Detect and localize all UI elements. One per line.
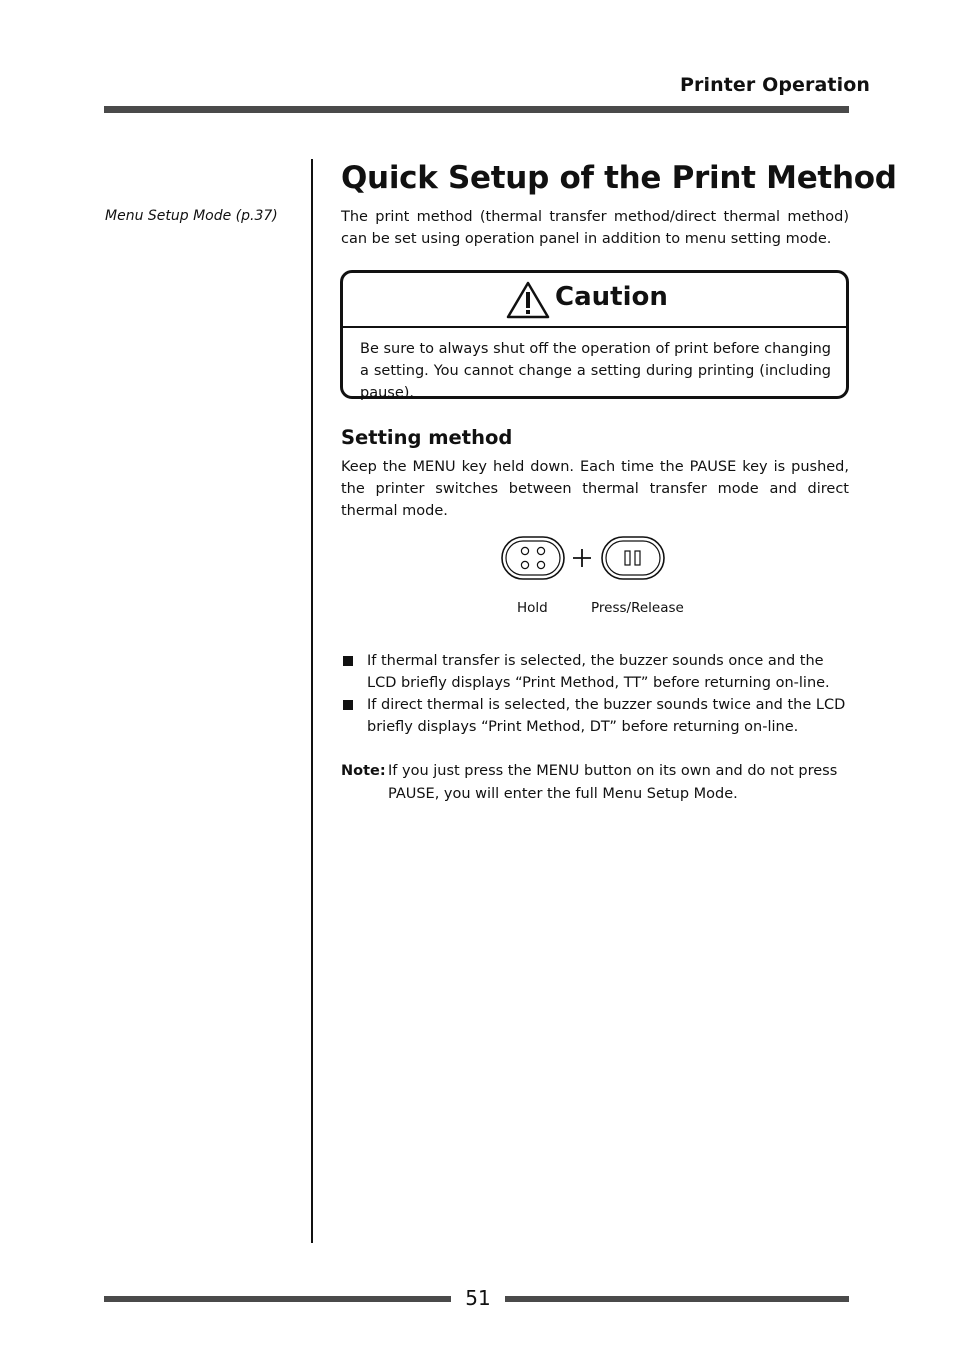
warning-triangle-icon: [506, 281, 550, 323]
list-item: [341, 650, 849, 694]
menu-key-icon: [502, 537, 564, 579]
bullet-square-icon: [343, 656, 353, 666]
column-divider: [311, 159, 313, 1243]
key-combination: [500, 534, 670, 588]
footer-rule-right: [505, 1296, 849, 1302]
caution-header: [343, 273, 846, 328]
caution-label: Caution: [555, 282, 668, 312]
note-label: Note:: [341, 763, 386, 779]
caution-text: Be sure to always shut off the operation of print before changing a setting. You cannot change a setting during printing (including pause).: [360, 341, 831, 401]
page-number: 51: [465, 1286, 491, 1310]
bullet-text: If direct thermal is selected, the buzzer sounds twice and the LCD briefly displays “Print Method, DT” before returning on-line.: [367, 697, 846, 735]
list-item: [341, 694, 849, 738]
press-release-caption: Press/Release: [591, 600, 684, 616]
page-title: Quick Setup of the Print Method: [341, 160, 897, 196]
plus-icon: [573, 549, 591, 567]
setting-method-heading: Setting method: [341, 426, 513, 449]
sidebar-reference: Menu Setup Mode (p.37): [105, 208, 278, 224]
header-rule: [104, 106, 849, 113]
bullet-list: [341, 650, 849, 738]
note-text: If you just press the MENU button on its own and do not press PAUSE, you will enter the full Menu Setup Mode.: [388, 763, 838, 802]
intro-paragraph: The print method (thermal transfer method/direct thermal method) can be set using operation panel in addition to menu setting mode.: [341, 209, 849, 247]
section-title: Printer Operation: [680, 74, 870, 96]
pause-key-icon: [602, 537, 664, 579]
footer-rule-left: [104, 1296, 451, 1302]
bullet-text: If thermal transfer is selected, the buzzer sounds once and the LCD briefly displays “Print Method, TT” before returning on-line.: [367, 653, 830, 691]
setting-method-text: Keep the MENU key held down. Each time the PAUSE key is pushed, the printer switches between thermal transfer mode and direct thermal mode.: [341, 459, 849, 519]
caution-box: [340, 270, 849, 399]
hold-caption: Hold: [517, 600, 548, 616]
bullet-square-icon: [343, 700, 353, 710]
